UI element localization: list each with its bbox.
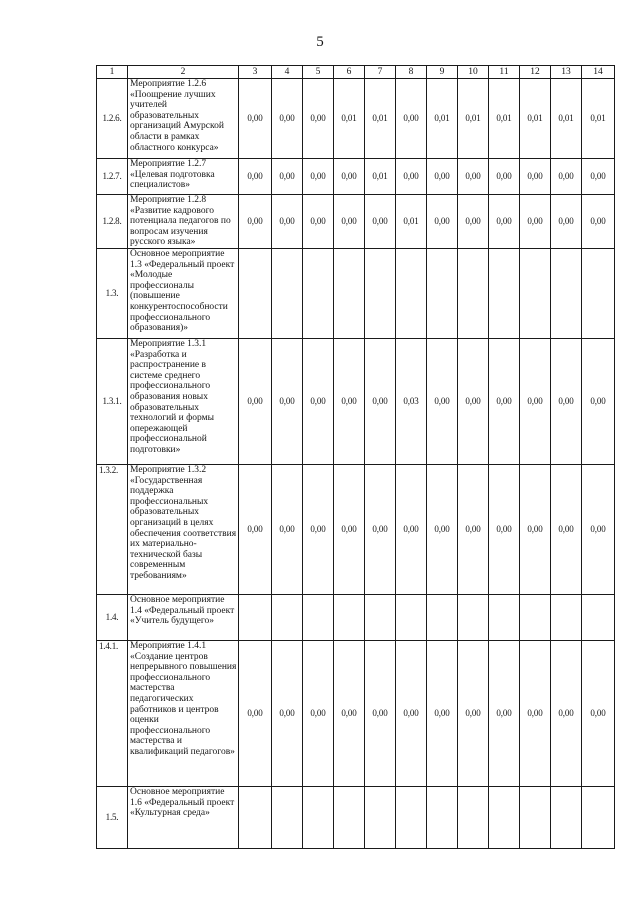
value-cell: 0,00 [303, 464, 334, 594]
value-cell: 0,00 [272, 338, 303, 464]
value-cell: 0,00 [551, 464, 582, 594]
value-cell: 0,00 [427, 195, 458, 249]
row-code: 1.3.1. [97, 338, 128, 464]
value-cell: 0,01 [365, 79, 396, 159]
row-code: 1.5. [97, 786, 128, 848]
value-cell: 0,00 [239, 195, 272, 249]
value-cell: 0,00 [239, 159, 272, 195]
value-cell: 0,00 [303, 338, 334, 464]
value-cell [396, 594, 427, 640]
column-header: 2 [128, 66, 239, 79]
value-cell [458, 594, 489, 640]
value-cell: 0,00 [489, 195, 520, 249]
value-cell: 0,01 [334, 79, 365, 159]
value-cell: 0,01 [520, 79, 551, 159]
value-cell [303, 594, 334, 640]
value-cell: 0,00 [272, 195, 303, 249]
value-cell: 0,00 [272, 640, 303, 786]
value-cell: 0,00 [396, 159, 427, 195]
value-cell [520, 786, 551, 848]
value-cell: 0,00 [520, 195, 551, 249]
value-cell: 0,00 [582, 338, 615, 464]
row-name: Мероприятие 1.2.7 «Целевая подготовка специалистов» [128, 159, 239, 195]
row-name: Мероприятие 1.4.1 «Создание центров непрерывного повышения профессионального мастерства педагогических работников и центров оценки профессионального мастерства и квалификаций педагогов» [128, 640, 239, 786]
row-code: 1.4. [97, 594, 128, 640]
value-cell: 0,00 [365, 195, 396, 249]
row-name: Основное мероприятие 1.6 «Федеральный проект «Культурная среда» [128, 786, 239, 848]
row-name: Мероприятие 1.2.8 «Развитие кадрового потенциала педагогов по вопросам изучения русского языка» [128, 195, 239, 249]
value-cell [334, 786, 365, 848]
column-header: 1 [97, 66, 128, 79]
value-cell: 0,00 [239, 338, 272, 464]
table-row [97, 248, 615, 338]
page-number: 5 [316, 34, 324, 50]
value-cell [427, 248, 458, 338]
value-cell: 0,00 [489, 159, 520, 195]
table-row [97, 195, 615, 249]
value-cell: 0,00 [489, 338, 520, 464]
column-header: 13 [551, 66, 582, 79]
value-cell [365, 594, 396, 640]
value-cell: 0,00 [239, 464, 272, 594]
value-cell: 0,00 [396, 640, 427, 786]
value-cell [427, 594, 458, 640]
value-cell: 0,00 [551, 640, 582, 786]
row-code: 1.2.7. [97, 159, 128, 195]
value-cell: 0,00 [458, 338, 489, 464]
value-cell [272, 594, 303, 640]
value-cell: 0,01 [582, 79, 615, 159]
column-header: 12 [520, 66, 551, 79]
table-row [97, 594, 615, 640]
column-header: 8 [396, 66, 427, 79]
value-cell: 0,00 [334, 338, 365, 464]
value-cell [458, 248, 489, 338]
value-cell: 0,00 [427, 464, 458, 594]
value-cell: 0,00 [303, 640, 334, 786]
value-cell: 0,00 [365, 338, 396, 464]
column-header: 5 [303, 66, 334, 79]
value-cell: 0,00 [551, 195, 582, 249]
column-header: 7 [365, 66, 396, 79]
value-cell: 0,00 [427, 338, 458, 464]
value-cell [458, 786, 489, 848]
row-code: 1.3.2. [97, 464, 128, 594]
value-cell: 0,00 [520, 640, 551, 786]
value-cell: 0,00 [303, 159, 334, 195]
value-cell: 0,00 [582, 640, 615, 786]
value-cell [489, 248, 520, 338]
value-cell: 0,00 [489, 640, 520, 786]
table-row [97, 159, 615, 195]
value-cell: 0,00 [458, 159, 489, 195]
value-cell: 0,00 [582, 464, 615, 594]
row-code: 1.2.6. [97, 79, 128, 159]
value-cell [272, 248, 303, 338]
row-name: Мероприятие 1.2.6 «Поощрение лучших учителей образовательных организаций Амурской области в рамках областного конкурса» [128, 79, 239, 159]
financing-table [96, 65, 615, 849]
row-name: Основное мероприятие 1.3 «Федеральный проект «Молодые профессионалы (повышение конкурентоспособности профессионального образования)» [128, 248, 239, 338]
column-header: 10 [458, 66, 489, 79]
value-cell [239, 786, 272, 848]
value-cell [272, 786, 303, 848]
row-name: Основное мероприятие 1.4 «Федеральный проект «Учитель будущего» [128, 594, 239, 640]
value-cell: 0,00 [303, 195, 334, 249]
value-cell: 0,00 [272, 159, 303, 195]
value-cell [551, 786, 582, 848]
table-row [97, 464, 615, 594]
value-cell: 0,00 [365, 640, 396, 786]
value-cell [334, 594, 365, 640]
value-cell: 0,00 [239, 640, 272, 786]
value-cell: 0,00 [334, 640, 365, 786]
value-cell: 0,00 [582, 195, 615, 249]
table-row [97, 786, 615, 848]
value-cell: 0,00 [334, 195, 365, 249]
value-cell: 0,00 [458, 464, 489, 594]
value-cell [520, 248, 551, 338]
value-cell [551, 248, 582, 338]
value-cell: 0,01 [458, 79, 489, 159]
row-code: 1.3. [97, 248, 128, 338]
value-cell: 0,03 [396, 338, 427, 464]
value-cell: 0,00 [458, 640, 489, 786]
value-cell: 0,00 [396, 464, 427, 594]
column-header: 6 [334, 66, 365, 79]
value-cell: 0,01 [551, 79, 582, 159]
value-cell: 0,00 [334, 464, 365, 594]
value-cell: 0,00 [551, 338, 582, 464]
value-cell: 0,00 [427, 640, 458, 786]
value-cell [520, 594, 551, 640]
value-cell: 0,00 [520, 338, 551, 464]
table-header-row [97, 66, 615, 79]
value-cell [365, 786, 396, 848]
table-row [97, 640, 615, 786]
value-cell [303, 786, 334, 848]
table-row [97, 79, 615, 159]
column-header: 11 [489, 66, 520, 79]
value-cell: 0,01 [396, 195, 427, 249]
row-code: 1.2.8. [97, 195, 128, 249]
table-body [97, 79, 615, 849]
value-cell [239, 594, 272, 640]
value-cell: 0,00 [427, 159, 458, 195]
value-cell: 0,00 [520, 159, 551, 195]
row-name: Мероприятие 1.3.2 «Государственная поддержка профессиональных образовательных организаций в целях обеспечения соответствия их материально-технической базы современным требованиям» [128, 464, 239, 594]
value-cell [427, 786, 458, 848]
value-cell [334, 248, 365, 338]
value-cell [396, 248, 427, 338]
value-cell: 0,00 [458, 195, 489, 249]
value-cell [365, 248, 396, 338]
value-cell: 0,01 [365, 159, 396, 195]
value-cell [489, 786, 520, 848]
value-cell [396, 786, 427, 848]
value-cell: 0,01 [427, 79, 458, 159]
value-cell: 0,01 [489, 79, 520, 159]
value-cell: 0,00 [303, 79, 334, 159]
value-cell: 0,00 [334, 159, 365, 195]
value-cell [582, 594, 615, 640]
value-cell [551, 594, 582, 640]
value-cell: 0,00 [582, 159, 615, 195]
value-cell: 0,00 [272, 464, 303, 594]
value-cell: 0,00 [520, 464, 551, 594]
value-cell [303, 248, 334, 338]
value-cell [582, 248, 615, 338]
column-header: 14 [582, 66, 615, 79]
value-cell: 0,00 [489, 464, 520, 594]
value-cell [582, 786, 615, 848]
table-row [97, 338, 615, 464]
column-header: 9 [427, 66, 458, 79]
value-cell: 0,00 [365, 464, 396, 594]
column-header: 4 [272, 66, 303, 79]
value-cell: 0,00 [551, 159, 582, 195]
value-cell: 0,00 [396, 79, 427, 159]
value-cell: 0,00 [239, 79, 272, 159]
value-cell: 0,00 [272, 79, 303, 159]
column-header: 3 [239, 66, 272, 79]
row-name: Мероприятие 1.3.1 «Разработка и распространение в системе среднего профессионального образования новых образовательных технологий и формы опережающей профессиональной подготовки» [128, 338, 239, 464]
row-code: 1.4.1. [97, 640, 128, 786]
value-cell [239, 248, 272, 338]
value-cell [489, 594, 520, 640]
